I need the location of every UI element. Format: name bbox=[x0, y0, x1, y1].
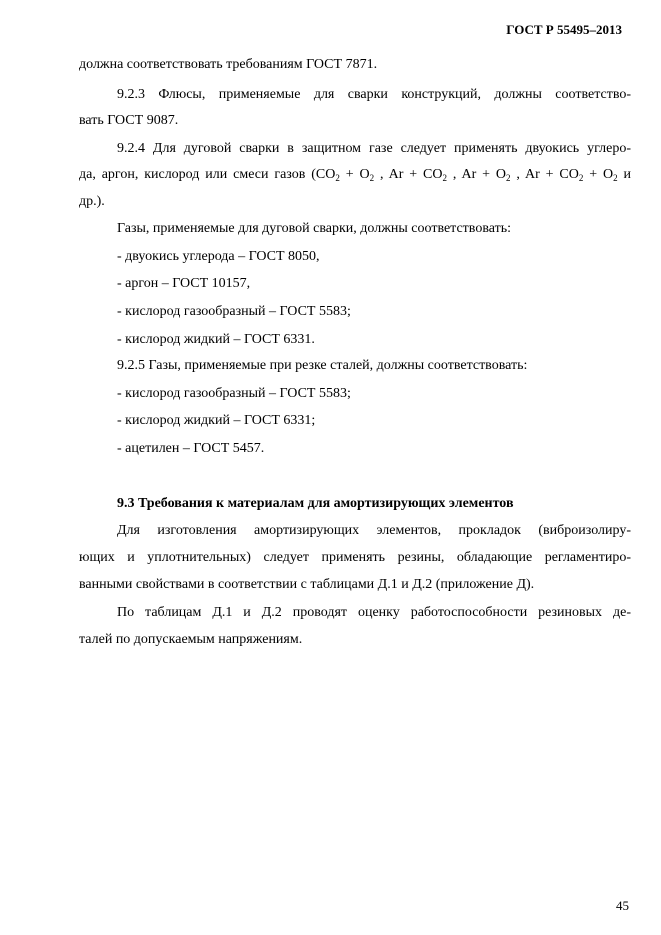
text-line: ющих и уплотнительных) следует применять резины, обладающие регламентиро- bbox=[79, 550, 631, 565]
text-line: должна соответствовать требованиям ГОСТ 7871. bbox=[79, 57, 378, 72]
section-heading: 9.3 Требования к материалам для амортизирующих элементов bbox=[117, 496, 514, 511]
text-line: По таблицам Д.1 и Д.2 проводят оценку работоспособности резиновых де- bbox=[117, 605, 631, 620]
text-line: вать ГОСТ 9087. bbox=[79, 113, 179, 128]
list-item: - двуокись углерода – ГОСТ 8050, bbox=[117, 249, 320, 264]
text-line: 9.2.5 Газы, применяемые при резке сталей, должны соответствовать: bbox=[117, 358, 528, 373]
list-item: - кислород газообразный – ГОСТ 5583; bbox=[117, 386, 351, 401]
text-line: Газы, применяемые для дуговой сварки, должны соответствовать: bbox=[117, 221, 511, 236]
document-id-header: ГОСТ Р 55495–2013 bbox=[506, 22, 622, 37]
text-line: талей по допускаемым напряжениям. bbox=[79, 632, 303, 647]
list-item: - кислород жидкий – ГОСТ 6331. bbox=[117, 332, 315, 347]
text-line: Для изготовления амортизирующих элементов, прокладок (виброизолиру- bbox=[117, 523, 631, 538]
text-line: 9.2.3 Флюсы, применяемые для сварки конструкций, должны соответство- bbox=[117, 87, 631, 102]
page-number: 45 bbox=[616, 898, 629, 913]
text-line: 9.2.4 Для дуговой сварки в защитном газе следует применять двуокись углеро- bbox=[117, 141, 631, 156]
text-line: др.). bbox=[79, 194, 105, 209]
gas-formula-line: да, аргон, кислород или смеси газов ($CO_2 + O_2$ , $Ar + CO_2$ , $Ar + O_2$ , $Ar + CO_2 + O_2$ и bbox=[79, 167, 631, 183]
list-item: - кислород жидкий – ГОСТ 6331; bbox=[117, 413, 316, 428]
list-item: - ацетилен – ГОСТ 5457. bbox=[117, 441, 265, 456]
text-line: ванными свойствами в соответствии с таблицами Д.1 и Д.2 (приложение Д). bbox=[79, 577, 535, 592]
list-item: - аргон – ГОСТ 10157, bbox=[117, 276, 251, 291]
list-item: - кислород газообразный – ГОСТ 5583; bbox=[117, 304, 351, 319]
